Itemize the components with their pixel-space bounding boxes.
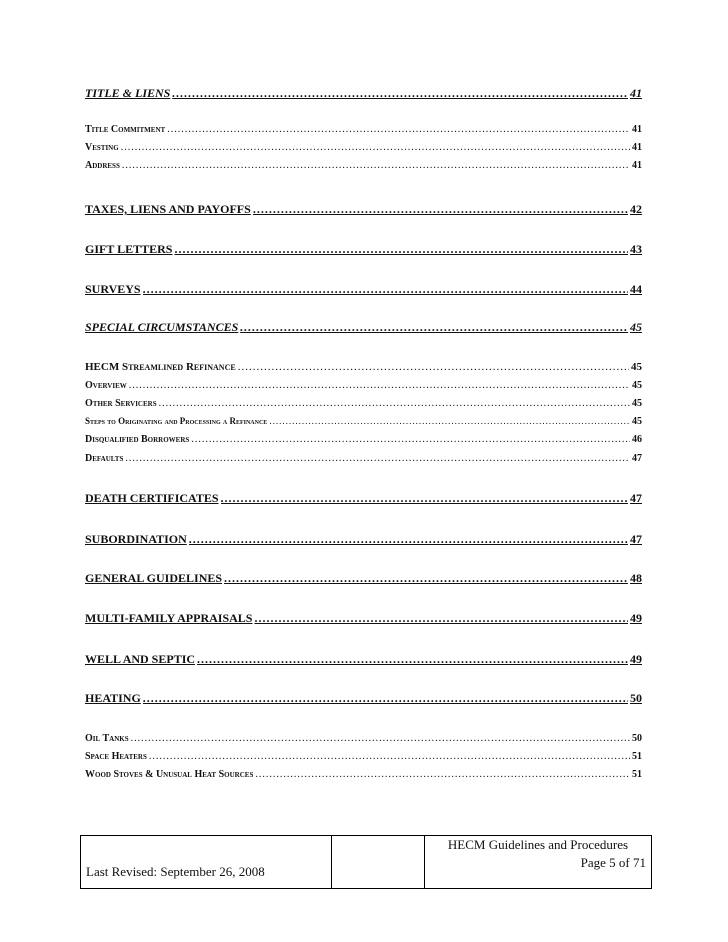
dot-leader — [125, 453, 630, 464]
toc-entry-page: 42 — [630, 202, 642, 216]
dot-leader — [129, 380, 630, 391]
page-footer — [80, 835, 652, 889]
toc-entry-label: Disqualified Borrowers — [85, 434, 190, 445]
toc-entry-label: HEATING — [85, 691, 141, 705]
toc-entry-heating[interactable] — [85, 691, 642, 706]
toc-entry-page: 41 — [630, 86, 642, 100]
toc-entry-label: Title Commitment — [85, 124, 166, 135]
toc-entry-page: 47 — [630, 532, 642, 546]
toc-entry-disqualified-borrowers[interactable] — [85, 434, 642, 445]
toc-entry-label: DEATH CERTIFICATES — [85, 491, 219, 505]
dot-leader — [238, 361, 629, 373]
dot-leader — [221, 491, 629, 506]
toc-entry-page: 45 — [632, 380, 642, 391]
toc-entry-hecm-streamlined-refinance[interactable] — [85, 361, 642, 373]
toc-entry-vesting[interactable] — [85, 142, 642, 153]
dot-leader — [254, 611, 628, 626]
toc-entry-label: Overview — [85, 380, 127, 391]
toc-entry-multi-family-appraisals[interactable] — [85, 611, 642, 626]
toc-entry-page: 49 — [630, 652, 642, 666]
dot-leader — [122, 160, 630, 171]
dot-leader — [172, 86, 628, 101]
toc-entry-label: GENERAL GUIDELINES — [85, 571, 223, 585]
footer-page-number: Page 5 of 71 — [580, 855, 646, 870]
toc-entry-page: 47 — [630, 491, 642, 505]
toc-entry-subordination[interactable] — [85, 532, 642, 547]
toc-entry-page: 47 — [632, 453, 642, 464]
toc-entry-wood-stoves[interactable] — [85, 769, 642, 780]
dot-leader — [149, 751, 630, 762]
toc-entry-page: 50 — [632, 733, 642, 744]
dot-leader — [174, 242, 628, 257]
toc-entry-page: 46 — [632, 434, 642, 445]
dot-leader — [253, 202, 628, 217]
toc-entry-page: 43 — [630, 242, 642, 256]
toc-entry-page: 51 — [632, 769, 642, 780]
toc-entry-label: Wood Stoves & Unusual Heat Sources — [85, 769, 254, 780]
toc-entry-well-and-septic[interactable] — [85, 652, 642, 667]
toc-entry-steps-refinance[interactable] — [85, 416, 642, 427]
dot-leader — [189, 532, 628, 547]
toc-entry-surveys[interactable] — [85, 282, 642, 297]
toc-entry-label: HECM Streamlined Refinance — [85, 361, 236, 373]
toc-entry-label: SUBORDINATION — [85, 532, 187, 546]
dot-leader — [143, 691, 628, 706]
toc-entry-gift-letters[interactable] — [85, 242, 642, 257]
toc-entry-label: Other Servicers — [85, 398, 157, 409]
toc-entry-label: Steps to Originating and Processing a Refinance — [85, 416, 268, 426]
dot-leader — [159, 398, 630, 409]
toc-entry-label: TAXES, LIENS AND PAYOFFS — [85, 202, 251, 216]
toc-entry-page: 45 — [631, 361, 642, 373]
toc-entry-page: 41 — [632, 142, 642, 153]
dot-leader — [255, 769, 630, 780]
toc-entry-label: Space Heaters — [85, 751, 147, 762]
dot-leader — [224, 571, 628, 586]
toc-entry-label: Defaults — [85, 453, 124, 464]
toc-entry-page: 45 — [632, 416, 642, 427]
dot-leader — [167, 124, 630, 135]
toc-entry-address[interactable] — [85, 160, 642, 171]
toc-entry-page: 49 — [630, 611, 642, 625]
dot-leader — [197, 652, 628, 667]
dot-leader — [269, 416, 630, 426]
footer-spacer-cell — [332, 836, 425, 889]
toc-entry-taxes-liens-payoffs[interactable] — [85, 202, 642, 217]
toc-entry-label: Address — [85, 160, 120, 171]
toc-entry-death-certificates[interactable] — [85, 491, 642, 506]
toc-entry-page: 41 — [632, 160, 642, 171]
dot-leader — [143, 282, 628, 297]
toc-entry-page: 51 — [632, 751, 642, 762]
toc-entry-defaults[interactable] — [85, 453, 642, 464]
toc-entry-page: 50 — [630, 691, 642, 705]
toc-entry-label: SURVEYS — [85, 282, 141, 296]
toc-entry-oil-tanks[interactable] — [85, 733, 642, 744]
toc-entry-page: 48 — [630, 571, 642, 585]
toc-entry-overview[interactable] — [85, 380, 642, 391]
toc-entry-label: Vesting — [85, 142, 119, 153]
toc-entry-page: 41 — [632, 124, 642, 135]
toc-entry-label: Oil Tanks — [85, 733, 129, 744]
footer-title-cell — [425, 836, 652, 889]
footer-doc-title: HECM Guidelines and Procedures — [447, 837, 629, 852]
toc-entry-label: MULTI-FAMILY APPRAISALS — [85, 611, 253, 625]
toc-entry-title-liens[interactable] — [85, 86, 642, 101]
toc-entry-page: 45 — [630, 320, 642, 334]
dot-leader — [131, 733, 630, 744]
toc-entry-label: TITLE & LIENS — [85, 86, 171, 100]
toc-entry-title-commitment[interactable] — [85, 124, 642, 135]
toc-entry-general-guidelines[interactable] — [85, 571, 642, 586]
toc-entry-other-servicers[interactable] — [85, 398, 642, 409]
toc-entry-label: GIFT LETTERS — [85, 242, 173, 256]
toc-entry-page: 45 — [632, 398, 642, 409]
toc-entry-label: WELL AND SEPTIC — [85, 652, 196, 666]
footer-revised-cell — [81, 836, 332, 889]
toc-entry-page: 44 — [630, 282, 642, 296]
toc-entry-label: SPECIAL CIRCUMSTANCES — [85, 320, 239, 334]
footer-last-revised: Last Revised: September 26, 2008 — [86, 864, 265, 879]
dot-leader — [240, 320, 628, 335]
dot-leader — [191, 434, 630, 445]
toc-entry-special-circumstances[interactable] — [85, 320, 642, 335]
dot-leader — [121, 142, 630, 153]
toc-entry-space-heaters[interactable] — [85, 751, 642, 762]
